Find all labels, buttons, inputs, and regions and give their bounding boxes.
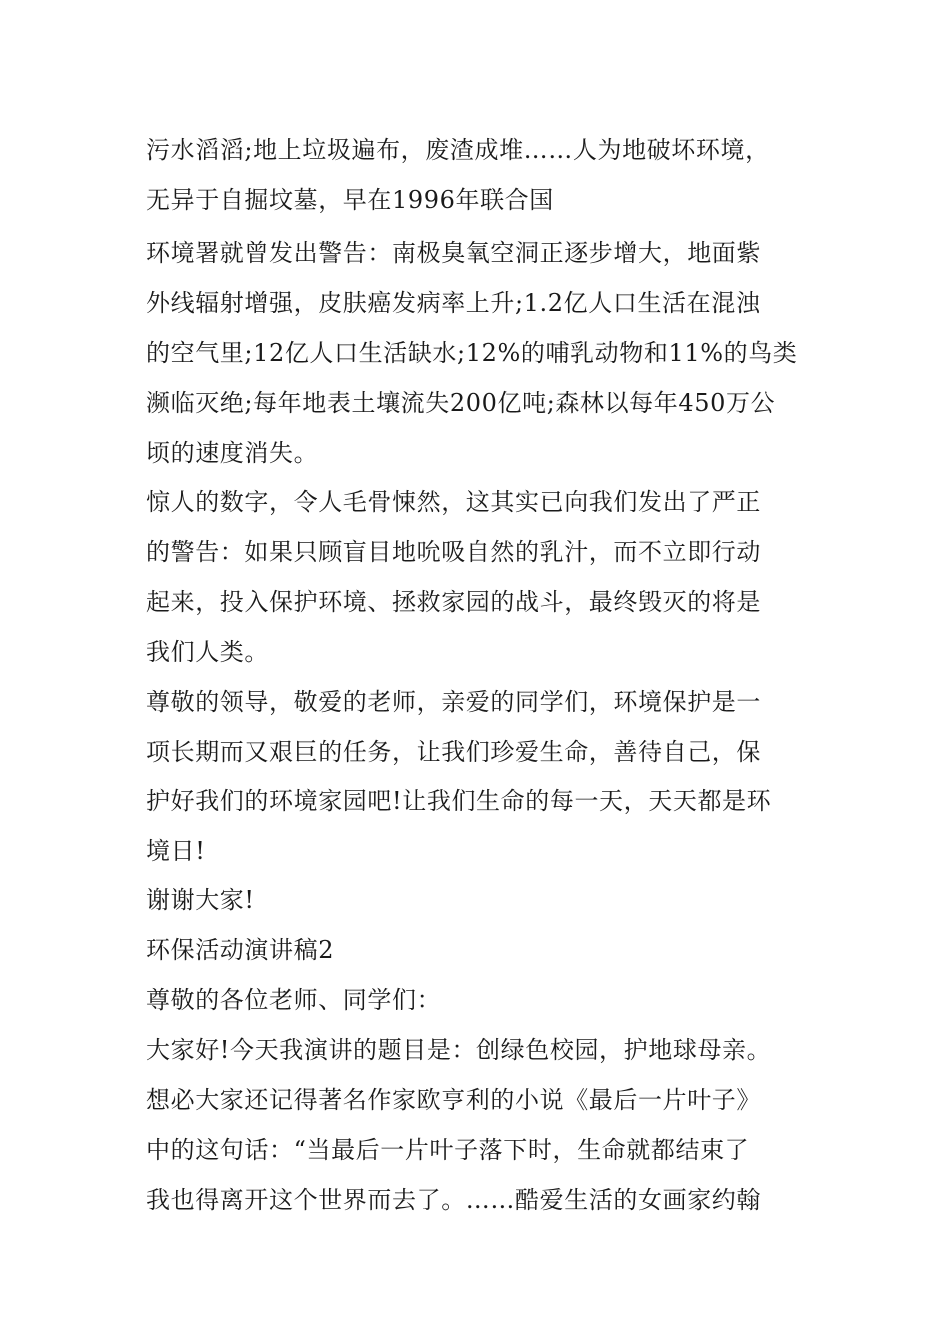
text-line-12: 尊敬的领导，敬爱的老师，亲爱的同学们，环境保护是一	[146, 688, 761, 716]
text-line-13: 项长期而又艰巨的任务，让我们珍爱生命，善待自己，保	[146, 738, 761, 766]
text-line-4: 外线辐射增强，皮肤癌发病率上升;1.2亿人口生活在混浊	[146, 289, 761, 317]
text-line-14: 护好我们的环境家园吧!让我们生命的每一天，天天都是环	[146, 787, 772, 815]
text-line-9: 的警告：如果只顾盲目地吮吸自然的乳汁，而不立即行动	[146, 538, 761, 566]
text-line-1: 污水滔滔;地上垃圾遍布，废渣成堆……人为地破坏环境，	[146, 136, 770, 164]
text-line-6: 濒临灭绝;每年地表土壤流失200亿吨;森林以每年450万公	[146, 389, 776, 417]
text-line-11: 我们人类。	[146, 638, 269, 666]
text-line-16: 谢谢大家!	[146, 886, 255, 914]
text-line-20: 想必大家还记得著名作家欧亨利的小说《最后一片叶子》	[146, 1086, 761, 1114]
text-line-7: 顷的速度消失。	[146, 439, 319, 467]
text-line-5: 的空气里;12亿人口生活缺水;12%的哺乳动物和11%的鸟类	[146, 339, 798, 367]
text-line-22: 我也得离开这个世界而去了。……酷爱生活的女画家约翰	[146, 1186, 761, 1214]
text-line-21: 中的这句话：“当最后一片叶子落下时，生命就都结束了	[146, 1136, 750, 1164]
text-line-3: 环境署就曾发出警告：南极臭氧空洞正逐步增大，地面紫	[146, 239, 761, 267]
text-line-2: 无异于自掘坟墓，早在1996年联合国	[146, 186, 554, 214]
section-heading: 环保活动演讲稿2	[146, 936, 335, 964]
text-line-18: 尊敬的各位老师、同学们：	[146, 986, 442, 1014]
text-line-10: 起来，投入保护环境、拯救家园的战斗，最终毁灭的将是	[146, 588, 761, 616]
text-line-15: 境日!	[146, 837, 206, 865]
text-line-19: 大家好!今天我演讲的题目是：创绿色校园，护地球母亲。	[146, 1036, 772, 1064]
text-line-8: 惊人的数字，令人毛骨悚然，这其实已向我们发出了严正	[146, 488, 761, 516]
